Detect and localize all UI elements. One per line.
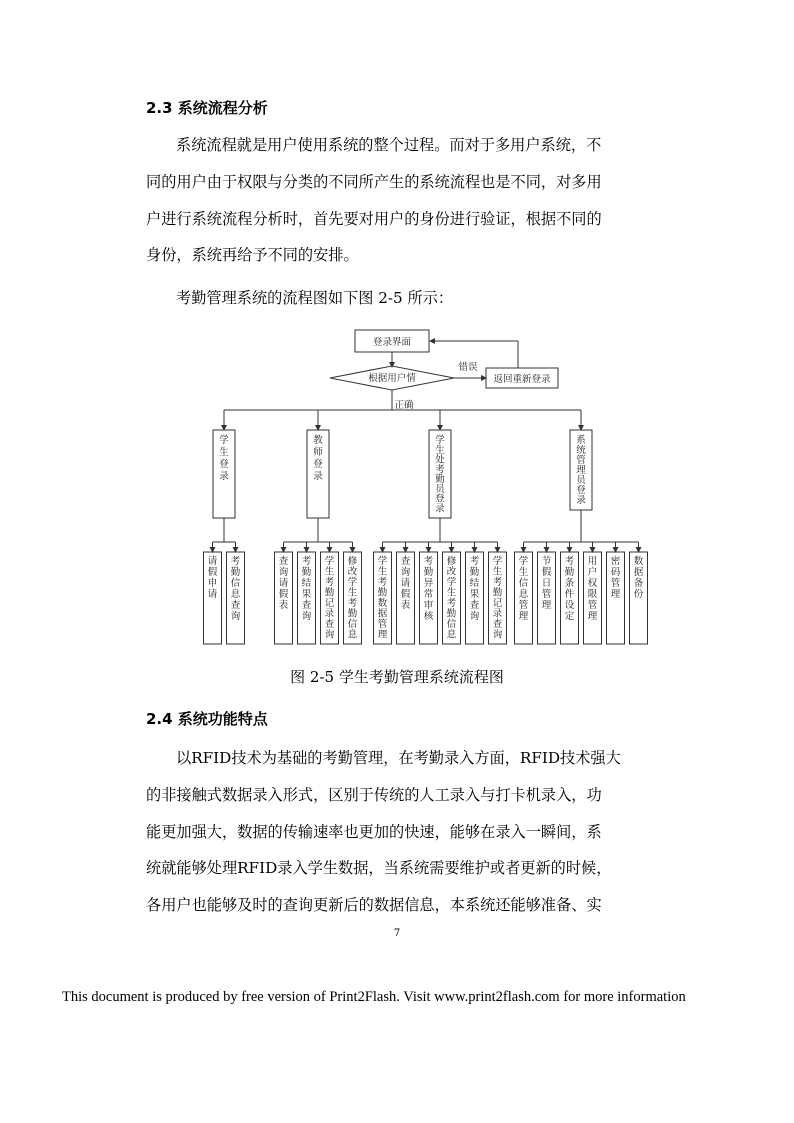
role-label (576, 434, 587, 506)
text-line: 统就能够处理RFID录入学生数据，当系统需要维护或者更新的时候， (146, 859, 612, 878)
svg-text:息: 息 (518, 589, 529, 600)
svg-text:理: 理 (541, 600, 552, 611)
svg-text:勤: 勤 (435, 474, 445, 485)
correct-label: 正确 (394, 400, 414, 411)
function-label (470, 555, 480, 622)
section-heading-2-3: 2.3 系统流程分析 (146, 99, 268, 117)
svg-text:假: 假 (207, 567, 218, 578)
svg-text:勤: 勤 (469, 567, 480, 578)
svg-text:生: 生 (492, 566, 503, 578)
svg-text:备: 备 (633, 578, 644, 589)
svg-text:勤: 勤 (324, 587, 335, 599)
svg-text:请: 请 (207, 589, 218, 600)
svg-text:理: 理 (518, 611, 529, 622)
svg-text:信: 信 (347, 619, 358, 630)
function-label (325, 555, 335, 641)
svg-text:考: 考 (435, 464, 445, 476)
svg-text:勤: 勤 (492, 587, 503, 599)
svg-text:考: 考 (469, 556, 480, 567)
svg-text:询: 询 (492, 629, 503, 641)
svg-text:生: 生 (324, 566, 335, 578)
svg-text:生: 生 (219, 447, 229, 458)
svg-text:结: 结 (301, 578, 312, 589)
svg-text:常: 常 (423, 589, 434, 600)
svg-text:定: 定 (564, 611, 575, 622)
svg-text:生: 生 (347, 587, 358, 599)
svg-text:息: 息 (446, 629, 457, 641)
svg-text:请: 请 (207, 556, 218, 567)
svg-text:果: 果 (469, 589, 480, 600)
function-label (493, 555, 503, 641)
svg-text:员: 员 (435, 483, 445, 495)
function-label (279, 555, 289, 611)
svg-text:询: 询 (469, 611, 480, 622)
text-line: 系统流程就是用户使用系统的整个过程。而对于多用户系统，不 (176, 136, 602, 154)
svg-text:设: 设 (564, 600, 575, 611)
svg-text:果: 果 (301, 589, 312, 600)
svg-text:户: 户 (587, 567, 598, 578)
svg-text:申: 申 (207, 578, 218, 589)
section-heading-2-4: 2.4 系统功能特点 (146, 710, 268, 728)
svg-text:生: 生 (435, 444, 445, 456)
svg-text:信: 信 (518, 578, 529, 589)
svg-text:生: 生 (446, 587, 457, 599)
svg-text:信: 信 (446, 619, 457, 630)
svg-text:学: 学 (219, 435, 229, 446)
svg-text:考: 考 (230, 556, 241, 567)
svg-text:询: 询 (324, 629, 335, 641)
svg-text:权: 权 (587, 578, 598, 589)
svg-text:份: 份 (633, 589, 644, 600)
svg-text:请: 请 (278, 578, 289, 589)
svg-text:询: 询 (230, 611, 241, 622)
svg-text:勤: 勤 (564, 567, 575, 578)
svg-text:录: 录 (492, 608, 503, 620)
role-label (435, 434, 446, 514)
svg-text:修: 修 (347, 556, 358, 567)
svg-text:师: 师 (313, 447, 323, 458)
svg-text:学: 学 (347, 577, 358, 588)
function-label (611, 555, 621, 600)
svg-text:请: 请 (400, 578, 411, 589)
text-line: 同的用户由于权限与分类的不同所产生的系统流程也是不同，对多用 (146, 172, 602, 191)
text-line: 能更加强大，数据的传输速率也更加的快速，能够在录入一瞬间，系 (146, 822, 602, 841)
flowchart-diagram (190, 320, 644, 650)
svg-text:考: 考 (492, 577, 503, 588)
svg-text:学: 学 (435, 435, 445, 446)
svg-text:数: 数 (377, 598, 388, 609)
svg-text:勤: 勤 (347, 608, 358, 620)
svg-text:件: 件 (564, 589, 575, 600)
role-label (313, 434, 323, 482)
svg-text:录: 录 (219, 471, 229, 482)
svg-text:管: 管 (587, 600, 598, 611)
svg-text:查: 查 (230, 600, 241, 611)
function-label (401, 555, 411, 611)
function-label (542, 555, 552, 611)
function-label (519, 555, 529, 622)
svg-text:考: 考 (446, 598, 457, 609)
login-label: 登录界面 (372, 337, 412, 348)
svg-text:勤: 勤 (377, 587, 388, 599)
svg-text:记: 记 (324, 598, 335, 609)
svg-text:生: 生 (377, 566, 388, 578)
svg-text:考: 考 (347, 598, 358, 609)
svg-text:理: 理 (610, 589, 621, 600)
svg-text:用: 用 (587, 556, 598, 567)
svg-text:查: 查 (400, 556, 411, 567)
svg-text:管: 管 (610, 578, 621, 589)
svg-text:学: 学 (492, 556, 503, 567)
svg-text:限: 限 (587, 589, 598, 600)
function-label (588, 556, 598, 622)
svg-text:考: 考 (564, 556, 575, 567)
text-line: 身份，系统再给予不同的安排。 (146, 246, 359, 265)
function-label (348, 555, 358, 641)
svg-text:学: 学 (377, 556, 388, 567)
text-line: 的非接触式数据录入形式，区别于传统的人工录入与打卡机录入，功 (146, 785, 602, 804)
svg-text:勤: 勤 (423, 567, 434, 578)
page-number: 7 (393, 928, 401, 939)
svg-text:生: 生 (518, 567, 529, 578)
svg-text:数: 数 (633, 556, 644, 567)
svg-text:异: 异 (423, 578, 434, 589)
figure-caption: 图 2-5 学生考勤管理系统流程图 (290, 668, 504, 686)
svg-text:登: 登 (435, 493, 445, 505)
svg-text:码: 码 (610, 567, 621, 578)
svg-text:询: 询 (278, 567, 289, 578)
svg-text:统: 统 (576, 445, 586, 456)
paragraph-2-3-2: 考勤管理系统的流程图如下图 2-5 所示： (176, 289, 454, 307)
function-label (424, 555, 434, 622)
function-label (231, 555, 241, 622)
svg-text:勤: 勤 (301, 567, 312, 578)
svg-text:录: 录 (324, 608, 335, 620)
svg-text:查: 查 (492, 619, 503, 630)
svg-text:信: 信 (230, 578, 241, 589)
svg-text:查: 查 (324, 619, 335, 630)
svg-text:考: 考 (377, 577, 388, 588)
svg-text:改: 改 (347, 566, 358, 578)
function-label (565, 555, 575, 622)
svg-text:管: 管 (518, 600, 529, 611)
svg-text:表: 表 (278, 600, 289, 611)
svg-text:员: 员 (576, 475, 586, 486)
svg-text:考: 考 (324, 577, 335, 588)
svg-text:查: 查 (469, 600, 480, 611)
svg-text:理: 理 (576, 465, 586, 476)
role-label (219, 434, 229, 482)
text-line: 各用户也能够及时的查询更新后的数据信息，本系统还能够准备、实 (146, 896, 602, 915)
svg-text:密: 密 (610, 556, 621, 567)
error-label: 错误 (458, 362, 478, 373)
svg-text:理: 理 (377, 629, 388, 641)
svg-text:勤: 勤 (230, 567, 241, 578)
function-label (208, 555, 218, 600)
decision-label: 根据用户情 (368, 373, 416, 384)
svg-text:登: 登 (313, 459, 323, 470)
svg-text:修: 修 (446, 556, 457, 567)
svg-text:管: 管 (541, 589, 552, 600)
text-line: 户进行系统流程分析时，首先要对用户的身份进行验证，根据不同的 (146, 209, 602, 228)
footer-notice: This document is produced by free version of Print2Flash. Visit www.print2flash.com for more information (62, 989, 686, 1005)
retry-label: 返回重新登录 (493, 374, 551, 385)
svg-text:登: 登 (576, 485, 586, 496)
svg-text:假: 假 (400, 589, 411, 600)
svg-text:录: 录 (313, 471, 323, 482)
svg-text:据: 据 (377, 608, 388, 620)
svg-text:记: 记 (492, 598, 503, 609)
svg-text:教: 教 (313, 435, 323, 446)
paragraph-2-3-1 (146, 127, 654, 274)
function-label (378, 555, 388, 641)
function-label (634, 555, 644, 600)
svg-text:考: 考 (301, 556, 312, 567)
svg-text:核: 核 (423, 611, 434, 622)
svg-text:考: 考 (423, 556, 434, 567)
svg-text:询: 询 (301, 611, 312, 622)
svg-text:表: 表 (400, 600, 411, 611)
svg-text:改: 改 (446, 566, 457, 578)
svg-text:查: 查 (301, 600, 312, 611)
svg-text:查: 查 (278, 556, 289, 567)
svg-text:处: 处 (435, 454, 445, 466)
function-label (447, 555, 457, 641)
svg-text:息: 息 (230, 589, 241, 600)
svg-text:理: 理 (587, 611, 598, 622)
svg-text:询: 询 (400, 567, 411, 578)
svg-text:节: 节 (541, 556, 552, 567)
svg-text:息: 息 (347, 629, 358, 641)
svg-text:据: 据 (633, 567, 644, 578)
svg-text:录: 录 (576, 495, 586, 506)
function-label (302, 555, 312, 622)
svg-text:管: 管 (377, 619, 388, 630)
svg-text:登: 登 (219, 459, 229, 470)
svg-text:学: 学 (518, 556, 529, 567)
svg-text:管: 管 (576, 455, 586, 466)
svg-text:日: 日 (541, 578, 552, 589)
svg-text:学: 学 (446, 577, 457, 588)
svg-text:结: 结 (469, 578, 480, 589)
svg-text:条: 条 (564, 578, 575, 589)
paragraph-2-4 (146, 740, 654, 924)
svg-text:审: 审 (423, 600, 434, 611)
text-line: 以RFID技术为基础的考勤管理，在考勤录入方面，RFID技术强大 (176, 749, 621, 767)
svg-text:勤: 勤 (446, 608, 457, 620)
svg-text:假: 假 (541, 567, 552, 578)
svg-text:假: 假 (278, 589, 289, 600)
svg-text:系: 系 (576, 435, 586, 446)
svg-text:学: 学 (324, 556, 335, 567)
svg-text:录: 录 (435, 503, 445, 515)
